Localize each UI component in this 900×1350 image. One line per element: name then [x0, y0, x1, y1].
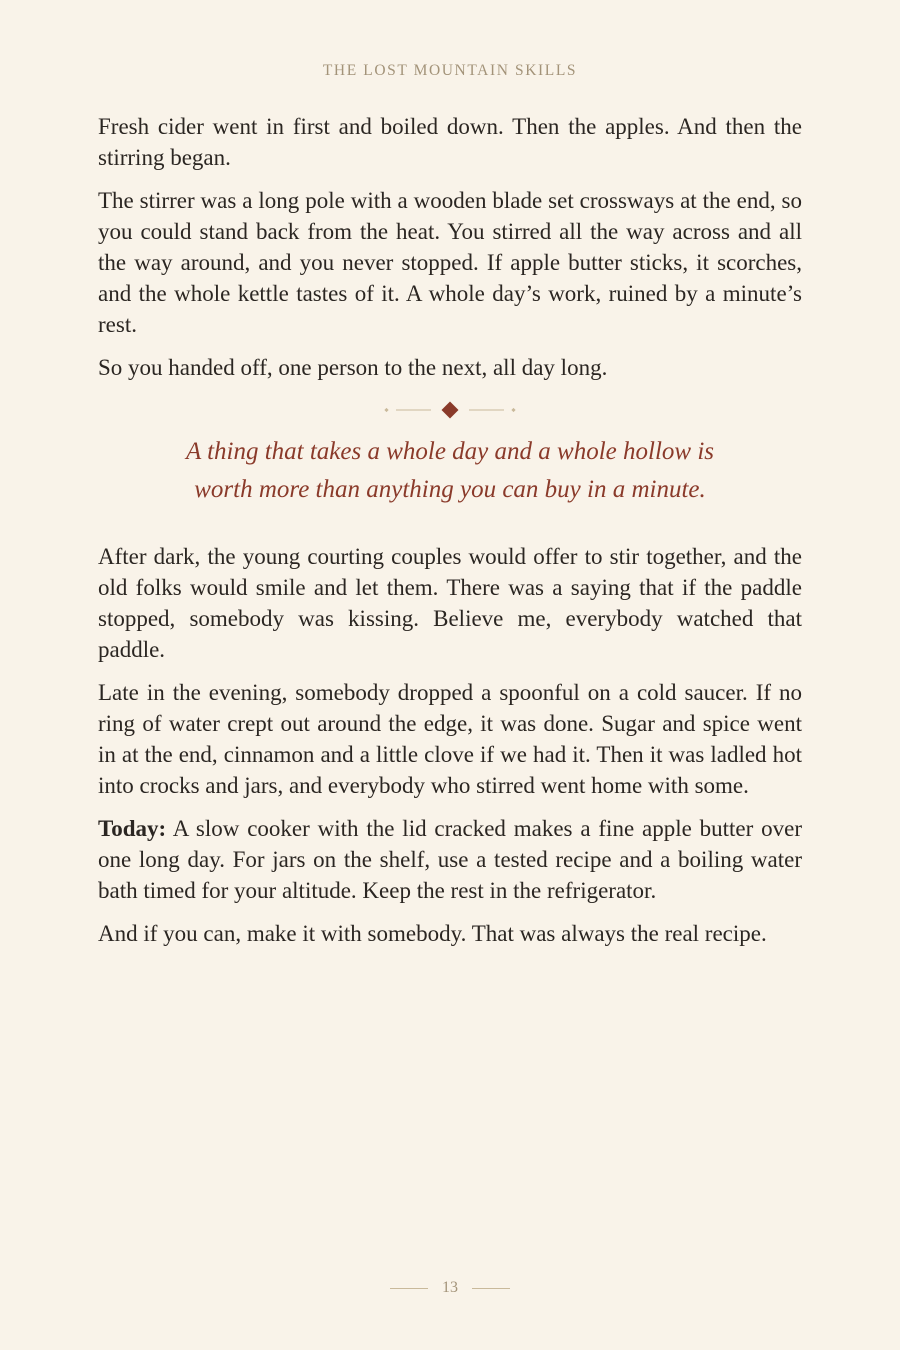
running-head: THE LOST MOUNTAIN SKILLS [322, 62, 578, 79]
pull-quote-line-2: worth more than anything you can buy in a minute. [194, 476, 706, 503]
page-number: 13 [442, 1279, 458, 1296]
diamond-ornament-icon [384, 402, 515, 419]
paragraph-today [98, 813, 802, 906]
paragraph-saucer-test: Late in the evening, somebody dropped a spoonful on a cold saucer. If no ring of water crept out around the edge, it was done. Sugar and spice went in at the end, cinnamon and a little clove if we had it. Then it was ladled hot into crocks and jars, and everybody who stirred went home with some. [98, 680, 802, 798]
pull-quote [120, 433, 780, 509]
today-label: Today: [98, 816, 167, 841]
paragraph-courting: After dark, the young courting couples would offer to stir together, and the old folks would smile and let them. There was a saying that if the paddle stopped, somebody was kissing. Believe me, everybody watched that paddle. [98, 544, 802, 662]
pull-quote-line-1: A thing that takes a whole day and a whole hollow is [186, 438, 714, 465]
folio-rule-left [390, 1288, 428, 1289]
ornament-divider [383, 400, 517, 420]
paragraph-handoff: So you handed off, one person to the next, all day long. [98, 355, 608, 380]
paragraph-closing: And if you can, make it with somebody. That was always the real recipe. [98, 921, 767, 946]
paragraph-cider: Fresh cider went in first and boiled down. Then the apples. And then the stirring began. [98, 114, 802, 170]
page-number-footer [0, 1276, 900, 1300]
paragraph-stirrer: The stirrer was a long pole with a wooden blade set crossways at the end, so you could stand back from the heat. You stirred all the way across and all the way around, and you never stopped. If apple butter sticks, it scorches, and the whole kettle tastes of it. A whole day’s work, ruined by a minute’s rest. [98, 188, 802, 337]
text-block-top [98, 111, 802, 395]
text-block-bottom [98, 541, 802, 961]
today-text: A slow cooker with the lid cracked makes a fine apple butter over one long day. For jars on the shelf, use a tested recipe and a boiling water bath timed for your altitude. Keep the rest in the refrigerator. [98, 816, 802, 903]
folio-rule-right [472, 1288, 510, 1289]
